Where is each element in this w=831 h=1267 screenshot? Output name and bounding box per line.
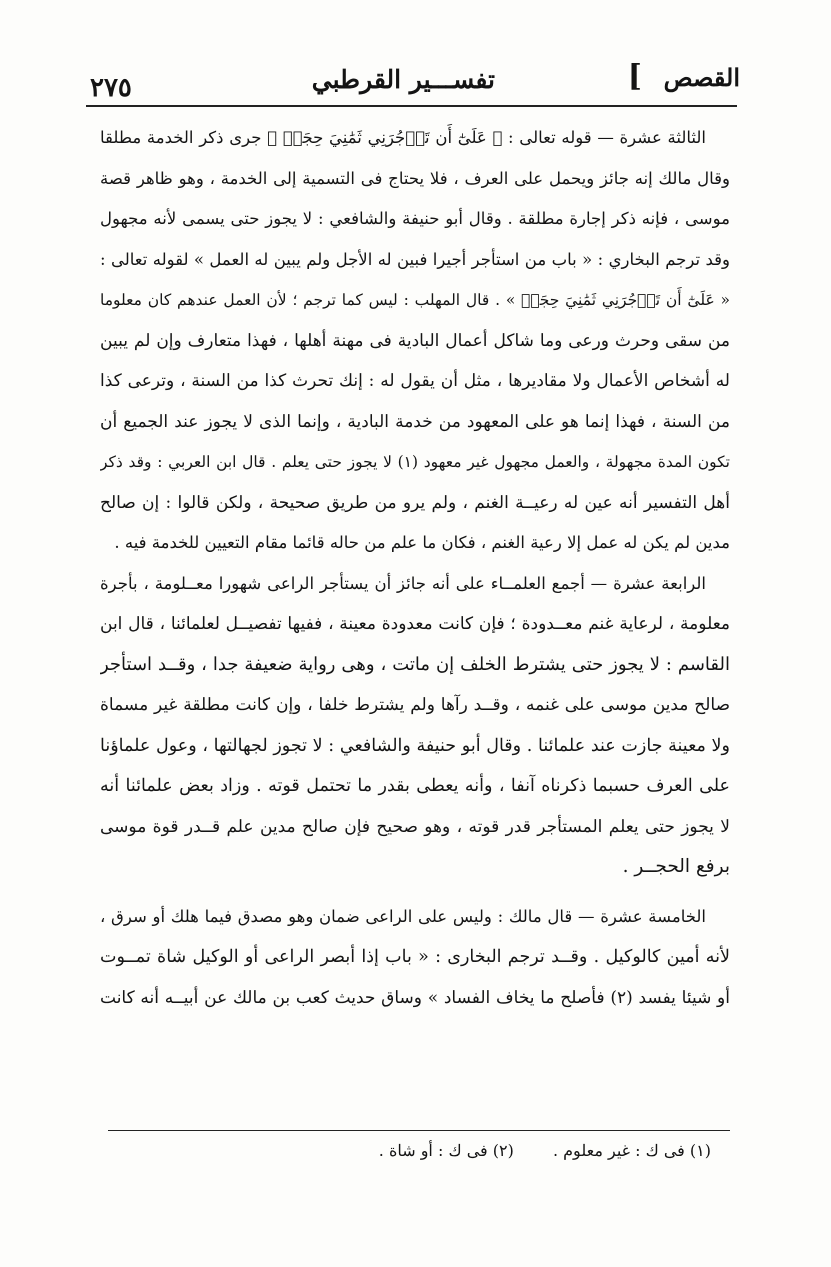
text-line: لأنه أمين كالوكيل . وقــد ترجم البخارى : « باب إذا أبصر الراعى أو الوكيل شاة تمــوت: [100, 947, 730, 967]
header-book-title: تفســـير القرطبي: [311, 65, 495, 94]
text-line: وقد ترجم البخاري : « باب من استأجر أجيرا فبين له الأجل ولم يبين له العمل » لقوله تعالى :: [100, 249, 730, 269]
page-body: [100, 118, 730, 1018]
text-line: على العرف حسبما ذكرناه آنفا ، وأنه يعطى بقدر ما تحتمل قوته . وزاد بعض علمائنا أنه: [100, 776, 730, 796]
header-section-name: القصص: [663, 63, 740, 92]
text-line: الثالثة عشرة — قوله تعالى : ﴿ عَلَىٰٓ أَن تَأۡجُرَنِي ثَمَٰنِيَ حِجَجٖ ﴾ جرى ذكر الخدمة مطلقا: [100, 128, 706, 147]
text-line: تكون المدة مجهولة ، والعمل مجهول غير معهود (١) لا يجوز حتى يعلم . قال ابن العربي : وقد ذكر: [100, 453, 730, 471]
running-header: [90, 55, 740, 105]
header-bracket: ]: [627, 59, 642, 94]
page-number: ٢٧٥: [90, 73, 132, 103]
text-line: « عَلَىٰٓ أَن تَأۡجُرَنِي ثَمَٰنِيَ حِجَجٖ » . قال المهلب : ليس كما ترجم ؛ لأن العمل عندهم كان معلوما: [100, 291, 730, 309]
footnotes: [251, 1138, 711, 1164]
text-line: وقال مالك إنه جائز ويحمل على العرف ، فلا يحتاج فى التسمية إلى الخدمة ، وهو ظاهر قصة: [100, 168, 730, 188]
text-line: مدين لم يكن له عمل إلا رعية الغنم ، فكان ما علم من حاله قائما مقام التعيين للخدمة فيه .: [114, 533, 730, 552]
text-line: ولا معينة جازت عند علمائنا . وقال أبو حنيفة والشافعي : لا تجوز لجهالتها ، وعول علماؤنا: [100, 735, 730, 756]
text-line: معلومة ، لرعاية غنم معــدودة ؛ فإن كانت معدودة معينة ، ففيها تفصيــل لعلمائنا ، قال ابن: [100, 614, 730, 634]
footnote-2: (٢) فى ك : أو شاة .: [378, 1141, 514, 1160]
text-line: الخامسة عشرة — قال مالك : وليس على الراعى ضمان وهو مصدق فيما هلك أو سرق ،: [100, 906, 706, 926]
text-line: من سقى وحرث ورعى وما شاكل أعمال البادية فى مهنة أهلها ، فهذا متعارف وإن لم يبين: [100, 330, 730, 351]
paragraph-fourteenth: [100, 564, 730, 888]
text-line: من السنة ، فهذا إنما هو على المعهود من خدمة البادية ، وإنما الذى لا يجوز عند الجميع أن: [100, 411, 730, 432]
text-line: له أشخاص الأعمال ولا مقاديرها ، مثل أن يقول له : إنك تحرث كذا من السنة ، وترعى كذا: [100, 371, 730, 391]
footnote-1: (١) فى ك : غير معلوم .: [552, 1141, 711, 1160]
text-line: برفع الحجــر .: [622, 856, 730, 877]
text-line: القاسم : لا يجوز حتى يشترط الخلف إن ماتت ، وهى رواية ضعيفة جدا ، وقــد استأجر: [100, 653, 730, 675]
text-line: موسى ، فإنه ذكر إجارة مطلقة . وقال أبو حنيفة والشافعي : لا يجوز حتى يسمى لأنه مجهول: [100, 209, 730, 228]
text-line: أهل التفسير أنه عين له رعيــة الغنم ، ولم يرو من طريق صحيحة ، ولكن قالوا : إن صالح: [100, 492, 730, 513]
footnote-rule: [108, 1130, 730, 1131]
text-line: صالح مدين موسى على غنمه ، وقــد رآها ولم يشترط خلفا ، وإن كانت مطلقة غير مسماة: [100, 695, 730, 715]
paragraph-thirteenth: [100, 118, 730, 564]
text-line: لا يجوز حتى يعلم المستأجر قدر قوته ، وهو صحيح فإن صالح مدين علم قــدر قوة موسى: [100, 816, 730, 837]
text-line: أو شيئا يفسد (٢) فأصلح ما يخاف الفساد » وساق حديث كعب بن مالك عن أبيــه أنه كانت: [100, 987, 730, 1008]
text-line: الرابعة عشرة — أجمع العلمــاء على أنه جائز أن يستأجر الراعى شهورا معــلومة ، بأجرة: [100, 573, 706, 593]
paragraph-fifteenth: [100, 897, 730, 1019]
header-rule: [86, 105, 737, 107]
